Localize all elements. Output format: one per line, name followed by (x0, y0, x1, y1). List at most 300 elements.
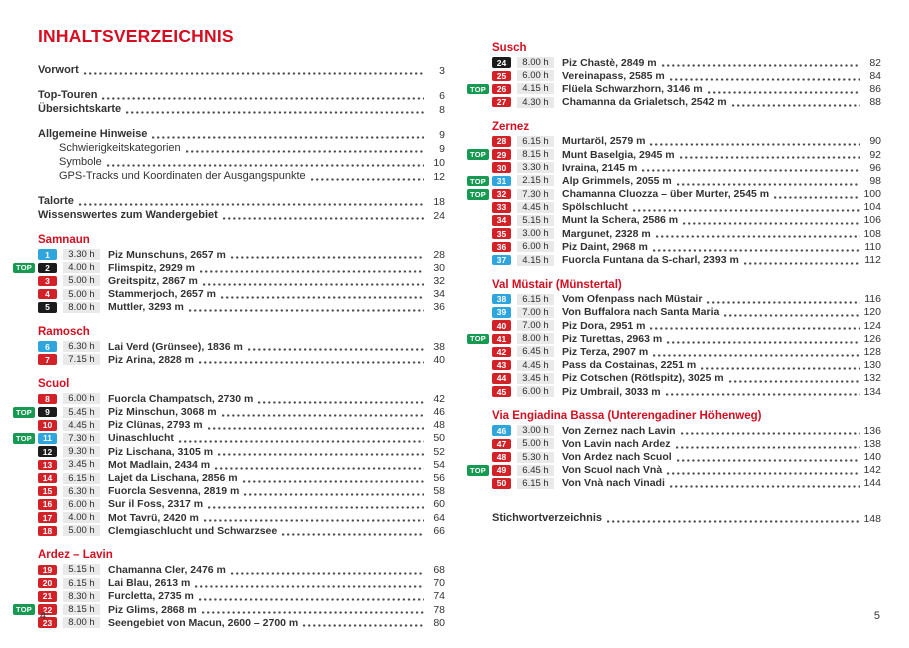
tour-name: Vom Ofenpass nach Müstair (562, 293, 703, 306)
front-matter-row (38, 208, 445, 222)
dot-leader (189, 302, 424, 312)
tour-row (38, 471, 445, 484)
tour-duration: 3.00 h (517, 425, 554, 436)
tour-duration: 6.30 h (63, 341, 100, 352)
tour-page-number: 106 (863, 214, 881, 227)
tour-row (38, 445, 445, 458)
dot-leader (707, 294, 860, 304)
tour-number-badge: 22 (38, 604, 57, 615)
tour-row (492, 424, 881, 437)
tour-duration: 7.00 h (517, 320, 554, 331)
tour-number-badge: 4 (38, 289, 57, 300)
tour-row (38, 511, 445, 524)
tour-row (492, 359, 881, 372)
tour-row (38, 301, 445, 314)
tour-name: Munt la Schera, 2586 m (562, 214, 679, 227)
tour-duration: 5.30 h (517, 452, 554, 463)
front-matter-label: Vorwort (38, 64, 79, 76)
tour-name: Piz Turettas, 2963 m (562, 332, 663, 345)
dot-leader (79, 196, 424, 207)
tour-duration: 5.00 h (517, 438, 554, 449)
dot-leader (195, 578, 424, 588)
tour-duration: 6.00 h (517, 386, 554, 397)
dot-leader (222, 407, 424, 417)
dot-leader (258, 394, 424, 404)
tour-name: Piz Umbrail, 3033 m (562, 385, 661, 398)
tour-page-number: 56 (433, 472, 445, 485)
region-title: Via Engiadina Bassa (Unterengadiner Höhenweg) (492, 410, 762, 423)
tour-row (38, 563, 445, 576)
tour-number-badge: 25 (492, 71, 511, 82)
dot-leader (248, 341, 424, 351)
front-matter-list (38, 63, 445, 222)
dot-leader (107, 157, 424, 168)
tour-name: Murtaröl, 2579 m (562, 135, 646, 148)
tour-page-number: 104 (863, 201, 881, 214)
tour-number-badge: 47 (492, 439, 511, 450)
tour-duration: 8.00 h (517, 333, 554, 344)
tour-name: Sur il Foss, 2317 m (108, 498, 204, 511)
tour-page-number: 40 (433, 353, 445, 366)
tour-name: Ivraina, 2145 m (562, 161, 638, 174)
tour-number-badge: 21 (38, 591, 57, 602)
tour-number-badge: 32 (492, 189, 511, 200)
tour-duration: 2.15 h (517, 175, 554, 186)
right-page-sections (470, 42, 881, 490)
tour-name: Von Zernez nach Lavin (562, 424, 676, 437)
dot-leader (221, 289, 424, 299)
tour-row (492, 69, 881, 82)
region-section (470, 42, 881, 109)
dot-leader (653, 347, 860, 357)
tour-page-number: 78 (433, 603, 445, 616)
dot-leader (204, 512, 424, 522)
dot-leader (701, 360, 860, 370)
tour-page-number: 142 (863, 464, 881, 477)
tour-page-number: 80 (433, 616, 445, 629)
top-tour-badge: TOP (467, 149, 489, 160)
tour-number-badge: 30 (492, 162, 511, 173)
tour-row (16, 432, 445, 445)
dot-leader (282, 526, 424, 536)
tour-number-badge: 49 (492, 465, 511, 476)
front-matter-row (38, 169, 445, 183)
tour-number-badge: 36 (492, 242, 511, 253)
tour-name: Seengebiet von Macun, 2600 – 2700 m (108, 616, 299, 629)
dot-leader (84, 65, 424, 76)
front-matter-page-number: 24 (433, 210, 445, 222)
tour-name: Piz Lischana, 3105 m (108, 445, 214, 458)
front-matter-page-number: 12 (433, 171, 445, 183)
tour-row (492, 372, 881, 385)
tour-page-number: 30 (433, 261, 445, 274)
tour-name: Muttler, 3293 m (108, 301, 184, 314)
tour-row (492, 135, 881, 148)
dot-leader (642, 162, 860, 172)
tour-page-number: 112 (864, 254, 881, 267)
tour-name: Chamanna Cluozza – über Murter, 2545 m (562, 188, 770, 201)
tour-page-number: 68 (433, 563, 445, 576)
tour-duration: 3.30 h (63, 249, 100, 260)
tour-page-number: 134 (863, 385, 881, 398)
tour-row (16, 406, 445, 419)
front-matter-label: Allgemeine Hinweise (38, 128, 148, 140)
tour-row (492, 214, 881, 227)
tour-number-badge: 2 (38, 263, 57, 274)
tour-row (38, 458, 445, 471)
front-matter-page-number: 18 (433, 196, 445, 208)
tour-page-number: 132 (863, 372, 881, 385)
tour-name: Furcletta, 2735 m (108, 590, 194, 603)
tour-page-number: 66 (433, 524, 445, 537)
tour-name: Mot Tavrü, 2420 m (108, 511, 199, 524)
front-matter-label: Schwierigkeitskategorien (59, 142, 181, 154)
tour-number-badge: 44 (492, 373, 511, 384)
dot-leader (303, 617, 424, 627)
dot-leader (653, 242, 860, 252)
top-tour-badge: TOP (13, 604, 35, 615)
front-matter-row (38, 155, 445, 169)
tour-page-number: 96 (869, 161, 881, 174)
tour-row (492, 56, 881, 69)
tour-name: Chamanna Cler, 2476 m (108, 563, 226, 576)
tour-number-badge: 10 (38, 420, 57, 431)
left-page-column (16, 26, 445, 629)
tour-page-number: 108 (863, 227, 881, 240)
tour-row (38, 616, 445, 629)
tour-name: Clemgiaschlucht und Schwarzsee (108, 524, 278, 537)
tour-duration: 6.30 h (63, 486, 100, 497)
region-title: Zernez (492, 120, 530, 133)
tour-duration: 8.30 h (63, 591, 100, 602)
tour-number-badge: 23 (38, 617, 57, 628)
tour-row (492, 319, 881, 332)
front-matter-page-number: 6 (439, 90, 445, 102)
tour-duration: 6.00 h (517, 241, 554, 252)
tour-row (16, 261, 445, 274)
tour-page-number: 58 (433, 485, 445, 498)
tour-page-number: 90 (869, 135, 881, 148)
tour-page-number: 38 (433, 340, 445, 353)
tour-number-badge: 27 (492, 97, 511, 108)
dot-leader (633, 202, 860, 212)
front-matter-label: Wissenswertes zum Wandergebiet (38, 209, 218, 221)
front-matter-label: GPS-Tracks und Koordinaten der Ausgangspunkte (59, 170, 306, 182)
tour-number-badge: 34 (492, 215, 511, 226)
front-matter-row (38, 88, 445, 102)
tour-name: Piz Dora, 2951 m (562, 319, 646, 332)
left-page-sections (16, 234, 445, 629)
tour-name: Von Scuol nach Vnà (562, 464, 663, 477)
tour-name: Flüela Schwarzhorn, 3146 m (562, 82, 703, 95)
tour-page-number: 64 (433, 511, 445, 524)
tour-name: Vereinapass, 2585 m (562, 69, 665, 82)
tour-name: Fuorcla Funtana da S-charl, 2393 m (562, 254, 739, 267)
front-matter-row (38, 63, 445, 77)
region-section (16, 378, 445, 537)
tour-row (492, 253, 881, 266)
top-tour-badge: TOP (467, 176, 489, 187)
page-title: INHALTSVERZEICHNIS (38, 26, 234, 46)
tour-page-number: 88 (869, 96, 881, 109)
tour-page-number: 126 (863, 332, 881, 345)
tour-number-badge: 24 (492, 57, 511, 68)
tour-name: Fuorcla Sesvenna, 2819 m (108, 485, 240, 498)
dot-leader (102, 90, 424, 101)
dot-leader (680, 149, 860, 159)
tour-page-number: 70 (433, 577, 445, 590)
tour-name: Stammerjoch, 2657 m (108, 288, 216, 301)
tour-name: Piz Terza, 2907 m (562, 345, 649, 358)
tour-page-number: 34 (433, 288, 445, 301)
tour-number-badge: 7 (38, 354, 57, 365)
tour-row (492, 477, 881, 490)
tour-duration: 7.15 h (63, 354, 100, 365)
front-matter-row (38, 127, 445, 141)
tour-duration: 9.30 h (63, 446, 100, 457)
tour-page-number: 98 (869, 174, 881, 187)
tour-duration: 6.00 h (517, 70, 554, 81)
tour-row (492, 240, 881, 253)
dot-leader (203, 276, 424, 286)
tour-duration: 6.15 h (63, 473, 100, 484)
tour-name: Piz Glims, 2868 m (108, 603, 197, 616)
tour-row (492, 293, 881, 306)
tour-page-number: 136 (863, 424, 881, 437)
tour-number-badge: 17 (38, 512, 57, 523)
tour-name: Lai Verd (Grünsee), 1836 m (108, 340, 243, 353)
dot-leader (231, 565, 424, 575)
tour-duration: 7.30 h (63, 433, 100, 444)
dot-leader (152, 129, 424, 140)
dot-leader (732, 97, 860, 107)
tour-number-badge: 28 (492, 136, 511, 147)
dot-leader (218, 446, 424, 456)
tour-row (38, 498, 445, 511)
index-entry-page-number: 148 (863, 513, 881, 526)
tour-number-badge: 1 (38, 249, 57, 260)
index-entry-label: Stichwortverzeichnis (492, 512, 603, 525)
tour-duration: 6.15 h (63, 578, 100, 589)
tour-number-badge: 43 (492, 360, 511, 371)
tour-duration: 4.45 h (517, 202, 554, 213)
dot-leader (683, 215, 860, 225)
tour-page-number: 86 (869, 82, 881, 95)
dot-leader (231, 249, 424, 259)
top-tour-badge: TOP (467, 334, 489, 345)
tour-page-number: 82 (869, 56, 881, 69)
tour-number-badge: 9 (38, 407, 57, 418)
tour-name: Piz Chastè, 2849 m (562, 56, 657, 69)
region-title: Ardez – Lavin (38, 549, 113, 562)
tour-duration: 4.45 h (517, 360, 554, 371)
tour-name: Piz Clünas, 2793 m (108, 419, 203, 432)
tour-number-badge: 31 (492, 176, 511, 187)
tour-row (38, 485, 445, 498)
dot-leader (243, 473, 424, 483)
top-tour-badge: TOP (13, 407, 35, 418)
tour-page-number: 128 (863, 345, 881, 358)
region-section (38, 326, 445, 366)
tour-name: Spölschlucht (562, 201, 628, 214)
tour-page-number: 116 (864, 293, 881, 306)
front-matter-label: Top-Touren (38, 89, 98, 101)
dot-leader (244, 486, 424, 496)
tour-page-number: 36 (433, 301, 445, 314)
tour-name: Lajet da Lischana, 2856 m (108, 472, 238, 485)
tour-page-number: 100 (863, 188, 881, 201)
tour-number-badge: 39 (492, 307, 511, 318)
dot-leader (708, 84, 860, 94)
top-tour-badge: TOP (467, 189, 489, 200)
dot-leader (667, 334, 860, 344)
region-section (470, 278, 881, 399)
tour-page-number: 84 (869, 69, 881, 82)
tour-number-badge: 20 (38, 578, 57, 589)
tour-duration: 5.00 h (63, 289, 100, 300)
tour-number-badge: 26 (492, 84, 511, 95)
region-title: Val Müstair (Münstertal) (492, 278, 622, 291)
dot-leader (670, 478, 860, 488)
tour-name: Margunet, 2328 m (562, 227, 651, 240)
tour-number-badge: 14 (38, 473, 57, 484)
tour-number-badge: 15 (38, 486, 57, 497)
tour-number-badge: 19 (38, 565, 57, 576)
tour-number-badge: 37 (492, 255, 511, 266)
tour-page-number: 92 (869, 148, 881, 161)
tour-page-number: 124 (863, 319, 881, 332)
tour-name: Von Ardez nach Scuol (562, 451, 672, 464)
tour-duration: 8.00 h (63, 617, 100, 628)
tour-number-badge: 46 (492, 425, 511, 436)
tour-name: Munt Baselgia, 2945 m (562, 148, 675, 161)
dot-leader (200, 263, 424, 273)
tour-number-badge: 18 (38, 526, 57, 537)
tour-page-number: 120 (863, 306, 881, 319)
tour-duration: 8.15 h (63, 604, 100, 615)
front-matter-page-number: 9 (439, 129, 445, 141)
tour-number-badge: 33 (492, 202, 511, 213)
tour-number-badge: 12 (38, 446, 57, 457)
dot-leader (650, 320, 860, 330)
tour-name: Flimspitz, 2929 m (108, 261, 195, 274)
tour-name: Pass da Costainas, 2251 m (562, 359, 697, 372)
tour-duration: 7.30 h (517, 189, 554, 200)
tour-name: Piz Minschun, 3068 m (108, 406, 217, 419)
dot-leader (729, 373, 860, 383)
dot-leader (677, 176, 860, 186)
tour-row (492, 306, 881, 319)
region-section (16, 234, 445, 314)
front-matter-page-number: 8 (439, 104, 445, 116)
dot-leader (667, 465, 860, 475)
tour-row (492, 385, 881, 398)
dot-leader (676, 439, 860, 449)
top-tour-badge: TOP (13, 263, 35, 274)
tour-row (38, 248, 445, 261)
dot-leader (677, 452, 860, 462)
tour-row (38, 524, 445, 537)
front-matter-row (38, 102, 445, 116)
tour-number-badge: 50 (492, 478, 511, 489)
tour-number-badge: 29 (492, 149, 511, 160)
tour-row (492, 227, 881, 240)
tour-page-number: 130 (863, 359, 881, 372)
tour-duration: 6.45 h (517, 465, 554, 476)
tour-page-number: 52 (433, 445, 445, 458)
tour-duration: 4.45 h (63, 420, 100, 431)
dot-leader (311, 171, 424, 182)
tour-number-badge: 13 (38, 460, 57, 471)
tour-duration: 4.00 h (63, 262, 100, 273)
tour-page-number: 42 (433, 392, 445, 405)
tour-name: Piz Daint, 2968 m (562, 240, 648, 253)
tour-duration: 5.45 h (63, 407, 100, 418)
tour-name: Uinaschlucht (108, 432, 174, 445)
tour-duration: 5.15 h (63, 564, 100, 575)
tour-row (470, 148, 881, 161)
dot-leader (670, 71, 860, 81)
tour-page-number: 46 (433, 406, 445, 419)
tour-number-badge: 8 (38, 394, 57, 405)
tour-name: Greitspitz, 2867 m (108, 274, 198, 287)
tour-number-badge: 41 (492, 334, 511, 345)
tour-page-number: 50 (433, 432, 445, 445)
region-section (16, 549, 445, 629)
tour-number-badge: 38 (492, 294, 511, 305)
tour-duration: 8.00 h (517, 57, 554, 68)
tour-row (492, 451, 881, 464)
tour-row (38, 590, 445, 603)
dot-leader (199, 354, 424, 364)
tour-name: Fuorcla Champatsch, 2730 m (108, 392, 254, 405)
tour-name: Alp Grimmels, 2055 m (562, 174, 672, 187)
tour-row (470, 464, 881, 477)
front-matter-row (38, 194, 445, 208)
tour-page-number: 32 (433, 274, 445, 287)
tour-duration: 4.15 h (517, 83, 554, 94)
tour-row (38, 419, 445, 432)
tour-page-number: 28 (433, 248, 445, 261)
dot-leader (744, 255, 860, 265)
tour-row (38, 577, 445, 590)
tour-row (38, 274, 445, 287)
region-title: Susch (492, 42, 527, 54)
front-matter-label: Übersichtskarte (38, 103, 122, 115)
dot-leader (681, 425, 860, 435)
tour-duration: 4.30 h (517, 97, 554, 108)
tour-duration: 3.00 h (517, 228, 554, 239)
front-matter-label: Symbole (59, 156, 102, 168)
tour-name: Von Lavin nach Ardez (562, 437, 671, 450)
tour-duration: 7.00 h (517, 307, 554, 318)
tour-name: Piz Cotschen (Rötlspitz), 3025 m (562, 372, 724, 385)
tour-duration: 5.00 h (63, 275, 100, 286)
tour-duration: 5.00 h (63, 525, 100, 536)
tour-number-badge: 42 (492, 347, 511, 358)
dot-leader (186, 143, 424, 154)
tour-duration: 8.00 h (63, 302, 100, 313)
dot-leader (202, 604, 424, 614)
tour-name: Chamanna da Grialetsch, 2542 m (562, 96, 727, 109)
tour-page-number: 54 (433, 458, 445, 471)
front-matter-page-number: 10 (433, 157, 445, 169)
top-tour-badge: TOP (467, 465, 489, 476)
tour-row (492, 96, 881, 109)
front-matter-page-number: 3 (439, 65, 445, 77)
tour-name: Piz Arina, 2828 m (108, 353, 194, 366)
tour-number-badge: 35 (492, 228, 511, 239)
